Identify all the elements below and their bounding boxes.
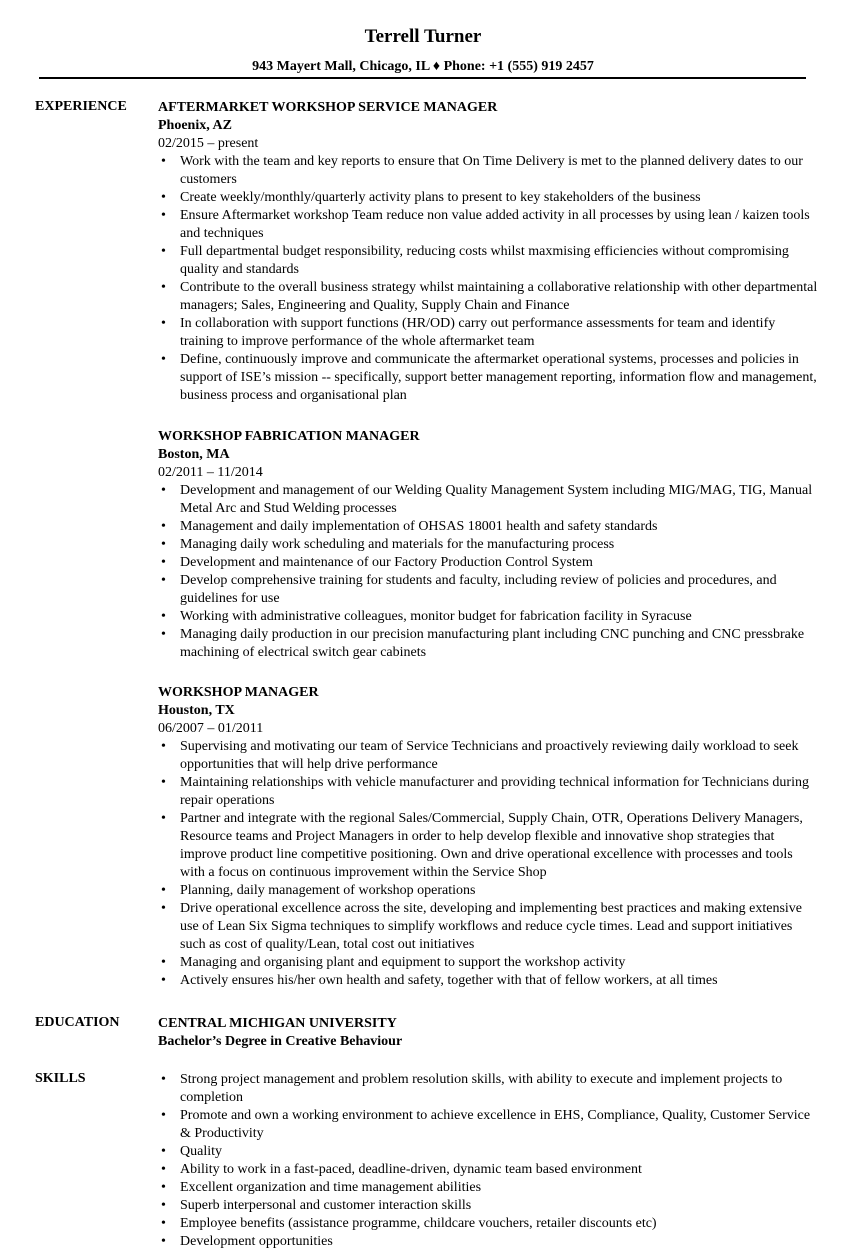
job-entry	[158, 99, 818, 405]
job-title: WORKSHOP MANAGER	[158, 685, 319, 700]
job-dates: 02/2011 – 11/2014	[158, 465, 263, 480]
job-dates: 06/2007 – 01/2011	[158, 721, 264, 736]
job-location: Boston, MA	[158, 447, 230, 462]
job-bullet-list	[158, 482, 818, 662]
degree-name: Bachelor’s Degree in Creative Behaviour	[158, 1034, 403, 1049]
list-item: • Managing and organising plant and equipment to support the workshop activity	[158, 954, 818, 972]
experience-section-label: EXPERIENCE	[35, 99, 127, 114]
job-title: AFTERMARKET WORKSHOP SERVICE MANAGER	[158, 100, 498, 115]
list-item: • Ability to work in a fast-paced, deadline-driven, dynamic team based environment	[158, 1161, 818, 1179]
job-bullet-list	[158, 738, 818, 990]
candidate-name: Terrell Turner	[364, 26, 482, 47]
list-item: • Partner and integrate with the regional Sales/Commercial, Supply Chain, OTR, Operations Delivery Managers, Resource teams and Project Managers in order to help develop flexible and innovative shop strategies that improve product line competitive positioning. Own and drive operational excellence with processes and tools with a focus on continuous improvement within the Service Shop	[158, 810, 818, 882]
list-item: • In collaboration with support functions (HR/OD) carry out performance assessments for team and identify training to improve performance of the whole aftermarket team	[158, 315, 818, 351]
list-item: • Planning, daily management of workshop operations	[158, 882, 818, 900]
list-item: • Create weekly/monthly/quarterly activity plans to present to key stakeholders of the business	[158, 189, 818, 207]
list-item: • Actively ensures his/her own health and safety, together with that of fellow workers, at all times	[158, 972, 818, 990]
list-item: • Development opportunities	[158, 1233, 818, 1251]
skills-bullet-list	[158, 1071, 818, 1251]
list-item: • Employee benefits (assistance programme, childcare vouchers, retailer discounts etc)	[158, 1215, 818, 1233]
list-item: • Define, continuously improve and communicate the aftermarket operational systems, processes and policies in support of ISE’s mission -- specifically, support better management reporting, information flow and management, business process and organisational plan	[158, 351, 818, 405]
list-item: • Maintaining relationships with vehicle manufacturer and providing technical information for Technicians during repair operations	[158, 774, 818, 810]
list-item: • Ensure Aftermarket workshop Team reduce non value added activity in all processes by using lean / kaizen tools and techniques	[158, 207, 818, 243]
education-section-label: EDUCATION	[35, 1015, 120, 1030]
list-item: • Promote and own a working environment to achieve excellence in EHS, Compliance, Quality, Customer Service & Productivity	[158, 1107, 818, 1143]
list-item: • Superb interpersonal and customer interaction skills	[158, 1197, 818, 1215]
list-item: • Supervising and motivating our team of Service Technicians and proactively reviewing daily workload to seek opportunities that will help drive performance	[158, 738, 818, 774]
job-dates: 02/2015 – present	[158, 136, 259, 151]
list-item: • Strong project management and problem resolution skills, with ability to execute and implement projects to completion	[158, 1071, 818, 1107]
list-item: • Development and management of our Welding Quality Management System including MIG/MAG, TIG, Manual Metal Arc and Stud Welding processes	[158, 482, 818, 518]
list-item: • Full departmental budget responsibility, reducing costs whilst maxmising efficiencies without compromising quality and standards	[158, 243, 818, 279]
job-entry	[158, 684, 818, 990]
header-divider	[39, 77, 806, 79]
list-item: • Quality	[158, 1143, 818, 1161]
list-item: • Working with administrative colleagues, monitor budget for fabrication facility in Syracuse	[158, 608, 818, 626]
job-bullet-list	[158, 153, 818, 405]
contact-line: 943 Mayert Mall, Chicago, IL ♦ Phone: +1 (555) 919 2457	[252, 59, 594, 74]
school-name: CENTRAL MICHIGAN UNIVERSITY	[158, 1016, 397, 1031]
list-item: • Managing daily work scheduling and materials for the manufacturing process	[158, 536, 818, 554]
job-location: Houston, TX	[158, 703, 235, 718]
skills-section-label: SKILLS	[35, 1071, 86, 1086]
education-entry	[158, 1015, 818, 1051]
job-location: Phoenix, AZ	[158, 118, 232, 133]
list-item: • Contribute to the overall business strategy whilst maintaining a collaborative relationship with other departmental managers; Sales, Engineering and Quality, Supply Chain and Finance	[158, 279, 818, 315]
list-item: • Work with the team and key reports to ensure that On Time Delivery is met to the planned delivery dates to our customers	[158, 153, 818, 189]
job-title: WORKSHOP FABRICATION MANAGER	[158, 429, 420, 444]
list-item: • Management and daily implementation of OHSAS 18001 health and safety standards	[158, 518, 818, 536]
list-item: • Managing daily production in our precision manufacturing plant including CNC punching and CNC pressbrake machining of electrical switch gear cabinets	[158, 626, 818, 662]
list-item: • Development and maintenance of our Factory Production Control System	[158, 554, 818, 572]
job-entry	[158, 428, 818, 662]
skills-entry	[158, 1071, 818, 1251]
list-item: • Excellent organization and time management abilities	[158, 1179, 818, 1197]
list-item: • Develop comprehensive training for students and faculty, including review of policies and procedures, and guidelines for use	[158, 572, 818, 608]
list-item: • Drive operational excellence across the site, developing and implementing best practices and making extensive use of Lean Six Sigma techniques to simplify workflows and reduce cycle times. Lead and support initiatives such as cost of quality/Lean, total cost out initiatives	[158, 900, 818, 954]
